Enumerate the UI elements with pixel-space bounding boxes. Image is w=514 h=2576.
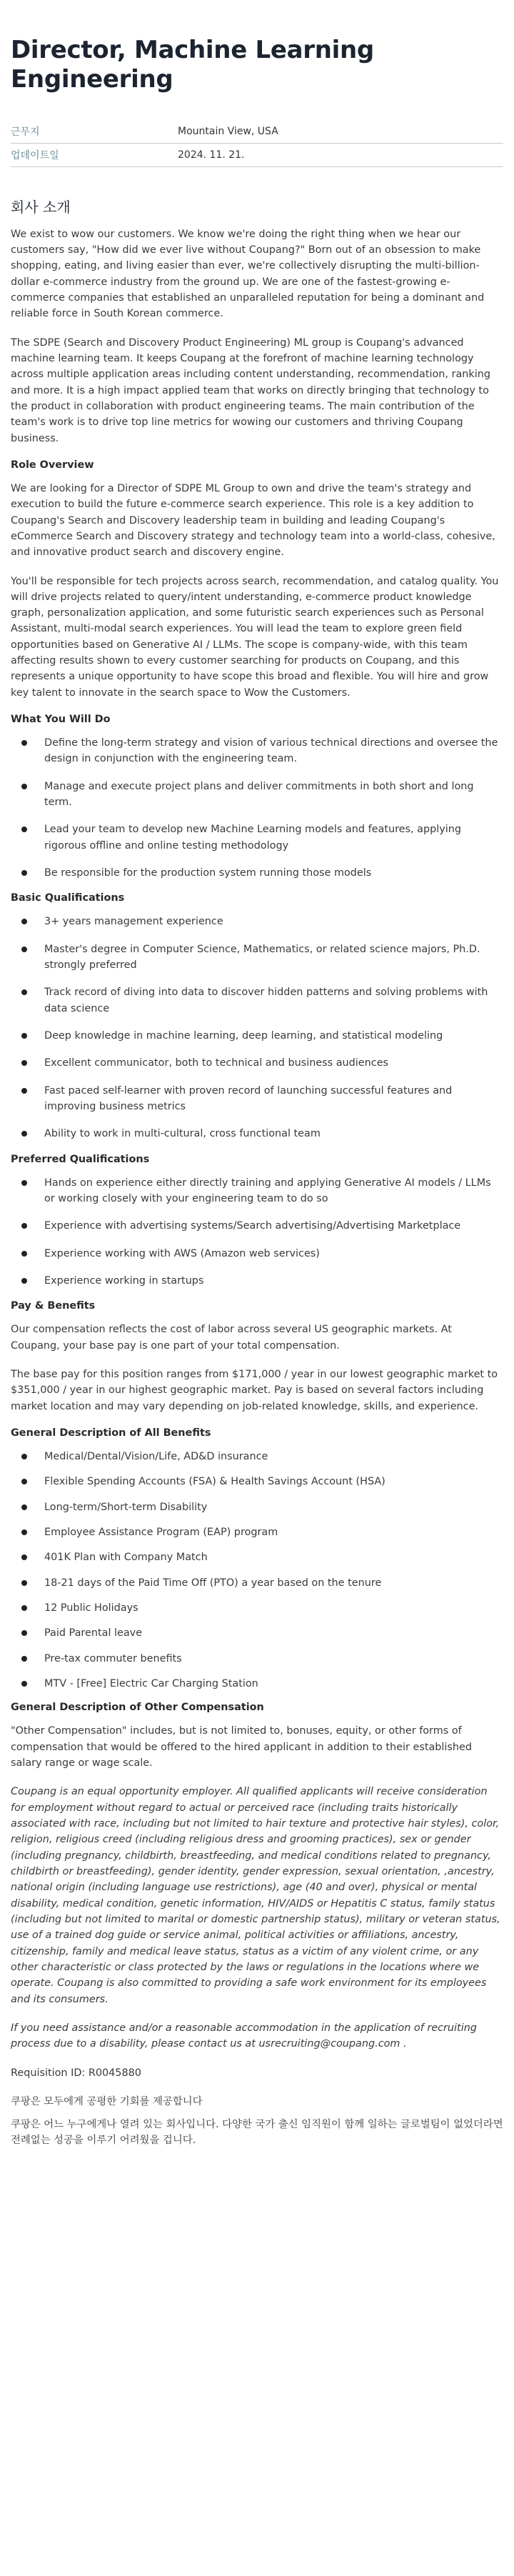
meta-value: Mountain View, USA bbox=[178, 125, 278, 137]
role-overview-paragraph: We are looking for a Director of SDPE ML Group to own and drive the team's strategy and execution to build the future e-commerce search experience. This role is a key addition to Coupang's Search and Discovery leadership team in building and leading Coupang's eCommerce Search and Discovery strategy and technology team into a world-class, cohesive, and innovative product search and discovery engine. bbox=[11, 482, 495, 559]
list-item: Paid Parental leave bbox=[21, 1625, 503, 1641]
job-title: Director, Machine Learning Engineering bbox=[11, 36, 374, 94]
list-item: Experience with advertising systems/Search advertising/Advertising Marketplace bbox=[21, 1218, 503, 1234]
list-item: Experience working in startups bbox=[21, 1273, 503, 1289]
korean-paragraph: 쿠팡은 어느 누구에게나 열려 있는 회사입니다. 다양한 국가 출신 임직원이 함께 일하는 글로벌팀이 없었더라면 전례없는 성공을 이루기 어려웠을 겁니다. bbox=[11, 2119, 503, 2147]
benefits-list bbox=[11, 1449, 503, 1692]
list-item: Track record of diving into data to discover hidden patterns and solving problems with data science bbox=[21, 984, 503, 1017]
list-item: Flexible Spending Accounts (FSA) & Health Savings Account (HSA) bbox=[21, 1474, 503, 1489]
meta-key: 업데이트일 bbox=[11, 149, 59, 161]
requisition-id: Requisition ID: R0045880 bbox=[11, 2067, 141, 2079]
list-item: Hands on experience either directly training and applying Generative AI models / LLMs or working closely with your engineering team to do so bbox=[21, 1175, 503, 1207]
accommodation-suffix: . bbox=[400, 2038, 407, 2050]
eeo-statement: Coupang is an equal opportunity employer. All qualified applicants will receive consideration for employment without regard to actual or perceived race (including traits historically associated with race, including but not limited to hair texture and protective hair styles), color, religion, religious creed (including religious dress and grooming practices), sex or gender (including pregnancy, childbirth, breastfeeding, and medical conditions related to pregnancy, childbirth or breastfeeding), gender identity, gender expression, sexual orientation, ,ancestry, national origin (including language use restrictions), age (40 and over), physical or mental disability, medical condition, genetic information, HIV/AIDS or Hepatitis C status, family status (including but not limited to marital or domestic partnership status), military or veteran status, use of a trained dog guide or service animal, political activities or affiliations, ancestry, citizenship, family and medical leave status, status as a victim of any violent crime, or any other characteristic or class protected by the laws or regulations in the locations where we operate. Coupang is also committed to providing a safe work environment for its employees and its consumers. bbox=[11, 1786, 500, 2005]
korean-heading: 쿠팡은 모두에게 공평한 기회를 제공합니다 bbox=[11, 2095, 203, 2107]
accommodation-text: If you need assistance and/or a reasonable accommodation in the application of recruiting process due to a disability, please contact us at bbox=[11, 2022, 477, 2050]
list-item: MTV - [Free] Electric Car Charging Station bbox=[21, 1676, 503, 1692]
list-item: Long-term/Short-term Disability bbox=[21, 1499, 503, 1515]
meta-row-location bbox=[11, 120, 503, 144]
role-overview-paragraph: You'll be responsible for tech projects across search, recommendation, and catalog quality. You will drive projects related to query/intent understanding, e-commerce product knowledge graph, personalization application, and some futuristic search experiences such as Personal Assistant, multi-modal search experiences. You will lead the team to explore green field opportunities based on Generative AI / LLMs. The scope is company-wide, with this team affecting results shown to every customer searching for products on Coupang, and this represents a unique opportunity to have scope this broad and flexible. You will hire and grow key talent to innovate in the search space to Wow the Customers. bbox=[11, 575, 499, 699]
list-item: Lead your team to develop new Machine Learning models and features, applying rigorous offline and online testing methodology bbox=[21, 822, 503, 854]
accommodation-note bbox=[11, 2020, 503, 2052]
pay-paragraph: The base pay for this position ranges from $171,000 / year in our lowest geographic market to $351,000 / year in our highest geographic market. Pay is based on several factors including market location and may vary depending on job-related knowledge, skills, and experience. bbox=[11, 1369, 498, 1412]
list-item: Be responsible for the production system running those models bbox=[21, 865, 503, 881]
what-you-will-do-list bbox=[11, 735, 503, 881]
list-item: Master's degree in Computer Science, Mathematics, or related science majors, Ph.D. strongly preferred bbox=[21, 942, 503, 974]
list-item: Medical/Dental/Vision/Life, AD&D insurance bbox=[21, 1449, 503, 1464]
basic-qualifications-list bbox=[11, 914, 503, 1142]
list-item: 18-21 days of the Paid Time Off (PTO) a year based on the tenure bbox=[21, 1575, 503, 1591]
company-heading: 회사 소개 bbox=[11, 198, 71, 216]
benefits-heading: General Description of All Benefits bbox=[11, 1427, 211, 1439]
list-item: 12 Public Holidays bbox=[21, 1600, 503, 1616]
other-compensation-paragraph: "Other Compensation" includes, but is not limited to, bonuses, equity, or other forms of compensation that would be offered to the hired applicant in addition to their established salary range or wage scale. bbox=[11, 1725, 473, 1769]
list-item: Experience working with AWS (Amazon web services) bbox=[21, 1246, 503, 1262]
meta-row-updated bbox=[11, 144, 503, 167]
list-item: Excellent communicator, both to technical and business audiences bbox=[21, 1055, 503, 1071]
pay-benefits-heading: Pay & Benefits bbox=[11, 1300, 96, 1312]
list-item: Employee Assistance Program (EAP) program bbox=[21, 1524, 503, 1540]
intro-paragraph: The SDPE (Search and Discovery Product Engineering) ML group is Coupang's advanced machine learning team. It keeps Coupang at the forefront of machine learning technology across multiple application areas including content understanding, recommendation, ranking and more. It is a high impact applied team that works on directly bringing that technology to the product in collaboration with product engineering teams. The main contribution of the team's work is to drive top line metrics for wowing our customers and thriving Coupang business. bbox=[11, 336, 490, 444]
list-item: Fast paced self-learner with proven record of launching successful features and improving business metrics bbox=[21, 1083, 503, 1115]
list-item: Ability to work in multi-cultural, cross functional team bbox=[21, 1126, 503, 1142]
list-item: Define the long-term strategy and vision of various technical directions and oversee the design in conjunction with the engineering team. bbox=[21, 735, 503, 767]
list-item: Manage and execute project plans and deliver commitments in both short and long term. bbox=[21, 779, 503, 811]
other-compensation-heading: General Description of Other Compensation bbox=[11, 1702, 264, 1714]
basic-qualifications-heading: Basic Qualifications bbox=[11, 892, 125, 904]
intro-paragraph: We exist to wow our customers. We know we're doing the right thing when we hear our customers say, "How did we ever live without Coupang?" Born out of an obsession to make shopping, eating, and living easier than ever, we're collectively disrupting the multi-billion-dollar e-commerce industry from the ground up. We are one of the fastest-growing e-commerce companies that established an unparalleled reputation for being a dominant and reliable force in South Korean commerce. bbox=[11, 228, 485, 320]
meta-value: 2024. 11. 21. bbox=[178, 149, 245, 161]
pay-paragraph: Our compensation reflects the cost of labor across several US geographic markets. At Coupang, your base pay is one part of your total compensation. bbox=[11, 1324, 452, 1352]
meta-table bbox=[11, 120, 503, 167]
role-overview-heading: Role Overview bbox=[11, 459, 94, 471]
preferred-qualifications-heading: Preferred Qualifications bbox=[11, 1153, 150, 1165]
meta-key: 근무지 bbox=[11, 126, 40, 138]
list-item: Pre-tax commuter benefits bbox=[21, 1651, 503, 1667]
recruiting-email-link[interactable]: usrecruiting@coupang.com bbox=[258, 2038, 400, 2050]
what-you-will-do-heading: What You Will Do bbox=[11, 714, 111, 726]
list-item: Deep knowledge in machine learning, deep learning, and statistical modeling bbox=[21, 1028, 503, 1044]
list-item: 3+ years management experience bbox=[21, 914, 503, 929]
preferred-qualifications-list bbox=[11, 1175, 503, 1289]
list-item: 401K Plan with Company Match bbox=[21, 1549, 503, 1565]
